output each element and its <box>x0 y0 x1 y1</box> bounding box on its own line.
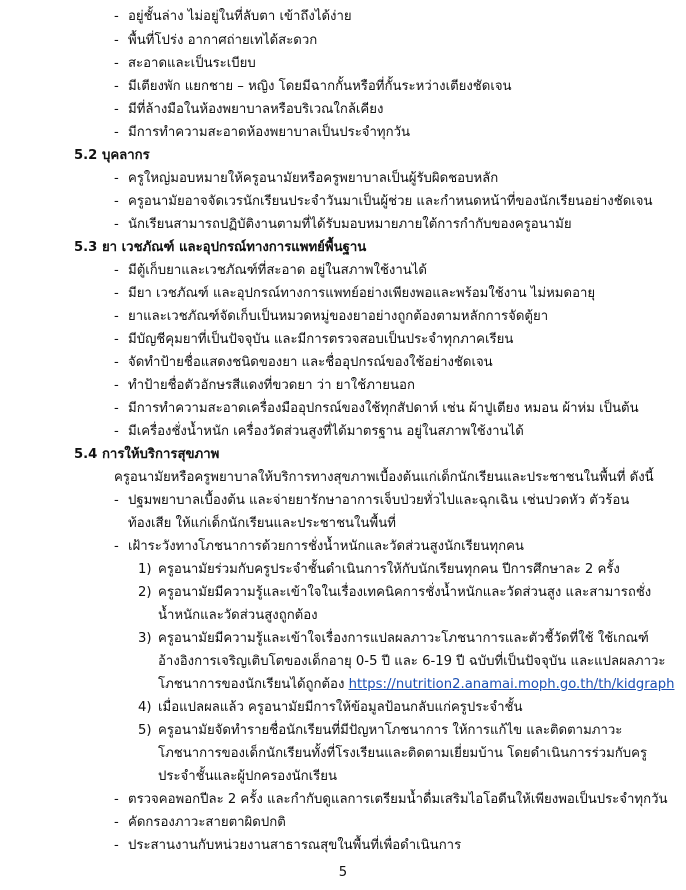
bullet-mark: - <box>114 539 119 554</box>
bullet-mark: - <box>114 309 119 324</box>
list-item: มียา เวชภัณฑ์ และอุปกรณ์ทางการแพทย์อย่างเพียงพอและพร้อมใช้งาน ไม่หมดอายุ <box>128 286 596 301</box>
list-item: คัดกรองภาวะสายตาผิดปกติ <box>128 815 286 830</box>
numbered-item: ครูอนามัยมีความรู้และเข้าใจเรื่องการแปลผลภาวะโภชนาการและตัวชี้วัดที่ใช้ ใช้เกณฑ์ <box>158 631 649 646</box>
bullet-mark: - <box>114 792 119 807</box>
list-item: ทำป้ายชื่อตัวอักษรสีแดงที่ขวดยา ว่า ยาใช้ภายนอก <box>128 378 415 393</box>
list-item: จัดทำป้ายชื่อแสดงชนิดของยา และชื่ออุปกรณ์ของใช้อย่างชัดเจน <box>128 355 493 370</box>
numbered-item-text: โภชนาการของนักเรียนได้ถูกต้อง <box>158 677 349 692</box>
numbered-item-number: 1) <box>138 562 152 577</box>
bullet-mark: - <box>114 424 119 439</box>
numbered-item: ครูอนามัยมีความรู้และเข้าใจในเรื่องเทคนิคการชั่งน้ำหนักและวัดส่วนสูง และสามารถชั่ง <box>158 585 652 600</box>
bullet-mark: - <box>114 378 119 393</box>
section-heading-5-2: 5.2 บุคลากร <box>74 148 150 163</box>
list-item: ประสานงานกับหน่วยงานสาธารณสุขในพื้นที่เพื่อดำเนินการ <box>128 838 462 853</box>
bullet-mark: - <box>114 171 119 186</box>
list-item: พื้นที่โปร่ง อากาศถ่ายเทได้สะดวก <box>128 33 318 48</box>
list-item: มีที่ล้างมือในห้องพยาบาลหรือบริเวณใกล้เคียง <box>128 102 384 117</box>
numbered-item-continuation: ประจำชั้นและผู้ปกครองนักเรียน <box>158 769 337 784</box>
bullet-mark: - <box>114 815 119 830</box>
bullet-mark: - <box>114 125 119 140</box>
bullet-mark: - <box>114 217 119 232</box>
bullet-mark: - <box>114 286 119 301</box>
list-item: ครูอนามัยอาจจัดเวรนักเรียนประจำวันมาเป็นผู้ช่วย และกำหนดหน้าที่ของนักเรียนอย่างชัดเจน <box>128 194 653 209</box>
list-item: ยาและเวชภัณฑ์จัดเก็บเป็นหมวดหมู่ของยาอย่างถูกต้องตามหลักการจัดตู้ยา <box>128 309 549 324</box>
numbered-item-number: 2) <box>138 585 152 600</box>
list-item: มีบัญชีคุมยาที่เป็นปัจจุบัน และมีการตรวจสอบเป็นประจำทุกภาคเรียน <box>128 332 514 347</box>
bullet-mark: - <box>114 493 119 508</box>
list-item: นักเรียนสามารถปฏิบัติงานตามที่ได้รับมอบหมายภายใต้การกำกับของครูอนามัย <box>128 217 572 232</box>
kidgraph-link[interactable]: https://nutrition2.anamai.moph.go.th/th/kidgraph <box>348 677 675 692</box>
list-item: อยู่ชั้นล่าง ไม่อยู่ในที่ลับตา เข้าถึงได้ง่าย <box>128 9 352 24</box>
list-item: ปฐมพยาบาลเบื้องต้น และจ่ายยารักษาอาการเจ็บป่วยทั่วไปและฉุกเฉิน เช่นปวดหัว ตัวร้อน <box>128 493 630 508</box>
numbered-item: เมื่อแปลผลแล้ว ครูอนามัยมีการให้ข้อมูลป้อนกลับแก่ครูประจำชั้น <box>158 700 523 715</box>
bullet-mark: - <box>114 263 119 278</box>
list-item: มีเครื่องชั่งน้ำหนัก เครื่องวัดส่วนสูงที่ได้มาตรฐาน อยู่ในสภาพใช้งานได้ <box>128 424 524 439</box>
numbered-item-number: 4) <box>138 700 152 715</box>
list-item: ครูใหญ่มอบหมายให้ครูอนามัยหรือครูพยาบาลเป็นผู้รับผิดชอบหลัก <box>128 171 499 186</box>
list-item: เฝ้าระวังทางโภชนาการด้วยการชั่งน้ำหนักและวัดส่วนสูงนักเรียนทุกคน <box>128 539 524 554</box>
bullet-mark: - <box>114 194 119 209</box>
list-item-continuation: ท้องเสีย ให้แก่เด็กนักเรียนและประชาชนในพื้นที่ <box>128 516 396 531</box>
bullet-mark: - <box>114 56 119 71</box>
list-item: มีตู้เก็บยาและเวชภัณฑ์ที่สะอาด อยู่ในสภาพใช้งานได้ <box>128 263 427 278</box>
numbered-item-number: 3) <box>138 631 152 646</box>
numbered-item-continuation: โภชนาการของเด็กนักเรียนทั้งที่โรงเรียนและติดตามเยี่ยมบ้าน โดยดำเนินการร่วมกับครู <box>158 746 648 761</box>
bullet-mark: - <box>114 9 119 24</box>
list-item: มีการทำความสะอาดห้องพยาบาลเป็นประจำทุกวัน <box>128 125 411 140</box>
section-heading-5-4: 5.4 การให้บริการสุขภาพ <box>74 447 220 462</box>
bullet-mark: - <box>114 79 119 94</box>
numbered-item-continuation: น้ำหนักและวัดส่วนสูงถูกต้อง <box>158 608 318 623</box>
list-item: มีเตียงพัก แยกชาย – หญิง โดยมีฉากกั้นหรือที่กั้นระหว่างเตียงชัดเจน <box>128 79 512 94</box>
numbered-item: ครูอนามัยจัดทำรายชื่อนักเรียนที่มีปัญหาโภชนาการ ให้การแก้ไข และติดตามภาวะ <box>158 723 623 738</box>
bullet-mark: - <box>114 355 119 370</box>
numbered-item-continuation: อ้างอิงการเจริญเติบโตของเด็กอายุ 0-5 ปี และ 6-19 ปี ฉบับที่เป็นปัจจุบัน และแปลผลภาวะ <box>158 654 666 669</box>
section-heading-5-3: 5.3 ยา เวชภัณฑ์ และอุปกรณ์ทางการแพทย์พื้นฐาน <box>74 240 367 255</box>
bullet-mark: - <box>114 332 119 347</box>
list-item: สะอาดและเป็นระเบียบ <box>128 56 256 71</box>
list-item: มีการทำความสะอาดเครื่องมืออุปกรณ์ของใช้ทุกสัปดาห์ เช่น ผ้าปูเตียง หมอน ผ้าห่ม เป็นต้น <box>128 401 639 416</box>
bullet-mark: - <box>114 401 119 416</box>
numbered-item-number: 5) <box>138 723 152 738</box>
bullet-mark: - <box>114 838 119 853</box>
bullet-mark: - <box>114 33 119 48</box>
numbered-item-continuation <box>158 674 674 697</box>
list-item: ตรวจคอพอกปีละ 2 ครั้ง และกำกับดูแลการเตรียมน้ำดื่มเสริมไอโอดีนให้เพียงพอเป็นประจำทุกวัน <box>128 792 668 807</box>
bullet-mark: - <box>114 102 119 117</box>
section-intro: ครูอนามัยหรือครูพยาบาลให้บริการทางสุขภาพเบื้องต้นแก่เด็กนักเรียนและประชาชนในพื้นที่ ดังนี้ <box>114 470 654 485</box>
page-number: 5 <box>338 865 348 880</box>
numbered-item: ครูอนามัยร่วมกับครูประจำชั้นดำเนินการให้กับนักเรียนทุกคน ปีการศึกษาละ 2 ครั้ง <box>158 562 620 577</box>
